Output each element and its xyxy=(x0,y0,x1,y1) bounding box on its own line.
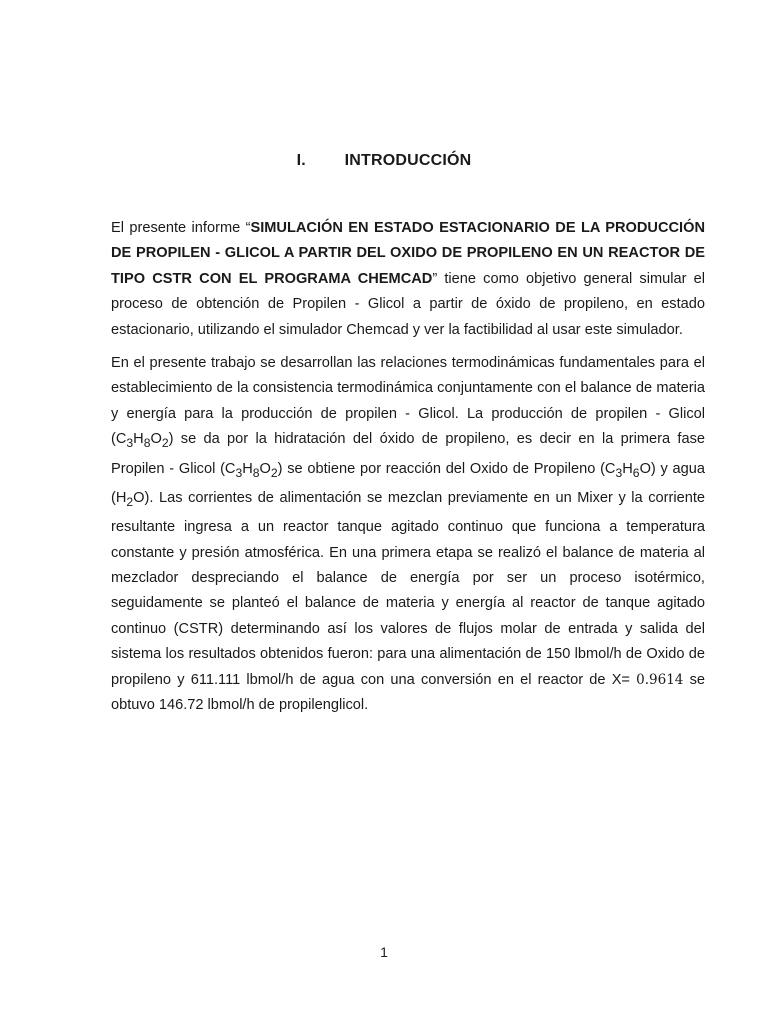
p2-text: ) se obtiene por reacción del Oxido de Propileno (C xyxy=(277,460,616,477)
p2-text: H xyxy=(133,431,144,448)
subscript: 8 xyxy=(252,465,260,480)
p2-text: H xyxy=(622,460,633,477)
p1-text-1: El presente informe “ xyxy=(111,220,251,236)
subscript: 3 xyxy=(126,436,134,451)
subscript: 2 xyxy=(126,494,134,509)
section-number: I. xyxy=(296,152,306,169)
p2-text: O) y agua (H xyxy=(111,460,705,506)
subscript: 8 xyxy=(143,436,151,451)
paragraph-1 xyxy=(111,216,705,343)
p2-text: O xyxy=(259,460,271,477)
body-text xyxy=(111,216,705,726)
p2-text: ) se da por la hidratación del óxido de propileno, es decir en la primera fase Propilen - Glicol (C xyxy=(111,431,705,477)
section-heading xyxy=(0,152,768,170)
page-number: 1 xyxy=(380,944,388,960)
conversion-value: 0.9614 xyxy=(636,671,684,688)
subscript: 6 xyxy=(632,465,640,480)
section-title: INTRODUCCIÓN xyxy=(344,152,472,169)
p2-text: O). Las corrientes de alimentación se mezclan previamente en un Mixer y la corriente resultante ingresa a un reactor tanque agitado continuo que funciona a temperatura constante y presión atmosférica. En una primera etapa se realizó el balance de materia al mezclador despreciando el balance de energía por ser un proceso isotérmico, seguidamente se planteó el balance de materia y energía al reactor de tanque agitado continuo (CSTR) determinando así los valores de flujos molar de entrada y salida del sistema los resultados obtenidos fueron: para una alimentación de 150 lbmol/h de Oxido de propileno y 611.111 lbmol/h de agua con una conversión en el reactor de X= xyxy=(111,489,705,688)
p2-text: H xyxy=(242,460,253,477)
subscript: 3 xyxy=(235,465,243,480)
subscript: 2 xyxy=(270,465,278,480)
p2-text: O xyxy=(150,431,162,448)
p2-text: se obtuvo 146.72 lbmol/h de propilenglicol. xyxy=(111,671,705,714)
p2-text: En el presente trabajo se desarrollan las relaciones termodinámicas fundamentales para el establecimiento de la consistencia termodinámica conjuntamente con el balance de materia y energía para la producción de propilen - Glicol. La producción de propilen - Glicol (C xyxy=(111,355,705,448)
subscript: 2 xyxy=(161,436,169,451)
p1-text-2: ” tiene como objetivo general simular el proceso de obtención de Propilen - Glicol a partir de óxido de propileno, en estado estacionario, utilizando el simulador Chemcad y ver la factibilidad al usar este simulador. xyxy=(111,270,705,338)
report-title-bold: SIMULACIÓN EN ESTADO ESTACIONARIO DE LA PRODUCCIÓN DE PROPILEN - GLICOL A PARTIR DEL OXIDO DE PROPILENO EN UN REACTOR DE TIPO CSTR CON EL PROGRAMA CHEMCAD xyxy=(111,220,705,287)
paragraph-2 xyxy=(111,351,705,718)
subscript: 3 xyxy=(615,465,623,480)
